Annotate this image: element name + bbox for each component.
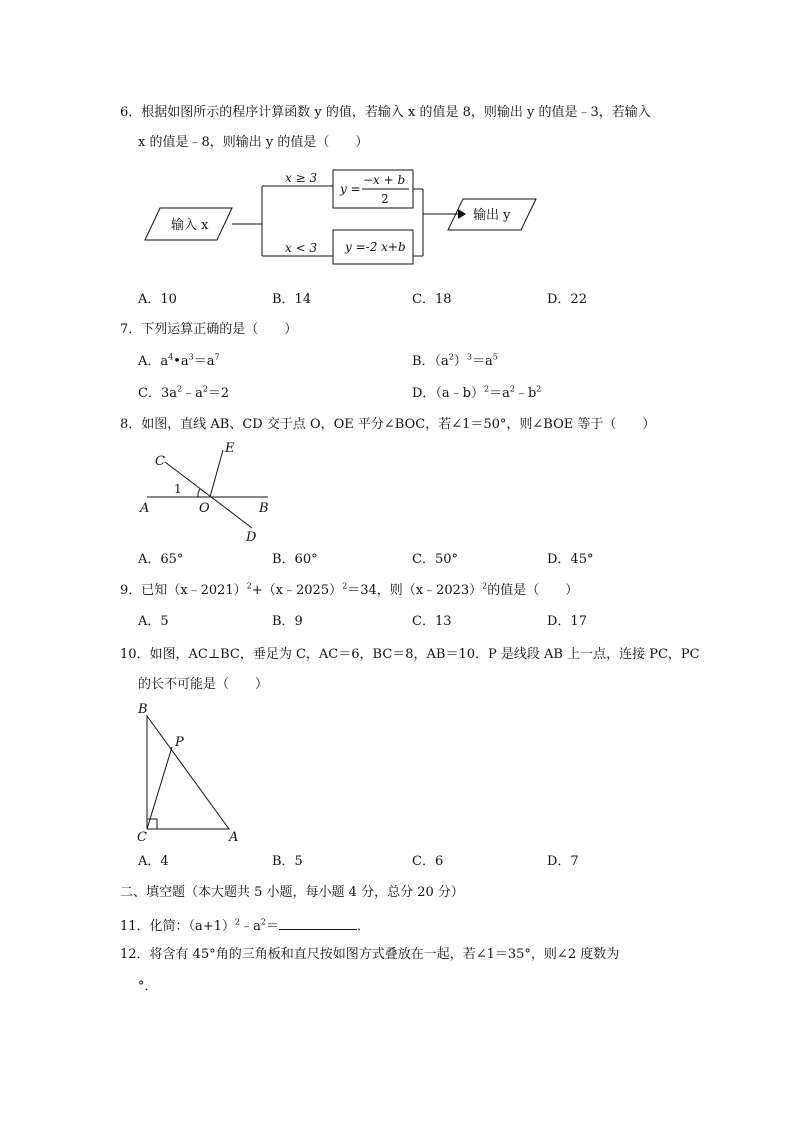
formula-top-numerator: −x + b (363, 173, 406, 187)
q7-stem: 7．下列运算正确的是（ ） (120, 322, 298, 337)
q10-stem-line1: 10．如图，AC⊥BC，垂足为 C，AC＝6，BC＝8，AB＝10．P 是线段 AB 上一点，连接 PC，PC (120, 647, 700, 662)
q10-option-b: B．5 (272, 854, 303, 869)
q9-option-d: D．17 (547, 614, 587, 629)
q10-stem-line2: 的长不可能是（ ） (138, 677, 269, 692)
q8-option-c: C．50° (412, 552, 458, 567)
label-o: O (199, 501, 210, 516)
q8-option-d: D．45° (547, 552, 594, 567)
q6-option-d: D．22 (547, 292, 587, 307)
label-b: B (259, 501, 269, 516)
triangle-abc (147, 716, 229, 829)
q6-option-a: A．10 (138, 292, 177, 307)
formula-bottom: y =-2 x+b (345, 240, 406, 254)
q10-option-c: C．6 (412, 854, 444, 869)
q9-option-c: C．13 (412, 614, 452, 629)
q9-option-a: A．5 (138, 614, 169, 629)
label-p: P (175, 735, 184, 750)
label-c: C (137, 830, 147, 845)
segment-pc (147, 747, 172, 829)
q6-option-b: B．14 (272, 292, 312, 307)
section-heading: 二、填空题（本大题共 5 小题，每小题 4 分，总分 20 分） (120, 885, 464, 900)
q8-option-b: B．60° (272, 552, 318, 567)
output-label: 输出 y (473, 208, 511, 223)
q6-stem-line1: 6．根据如图所示的程序计算函数 y 的值，若输入 x 的值是 8，则输出 y 的值是﹣3，若输入 (120, 105, 651, 120)
q7-option-b: B．$(a^2)^3=a^5$ (412, 352, 498, 369)
q12-stem-line2: °． (138, 979, 158, 994)
cond-top-label: x ≥ 3 (285, 171, 318, 185)
q6-stem-line2: x 的值是﹣8，则输出 y 的值是（ ） (138, 135, 369, 150)
q6-option-c: C．18 (412, 292, 452, 307)
label-b: B (138, 702, 148, 717)
answer-blank[interactable] (279, 917, 357, 930)
q12-stem-line1: 12．将含有 45°角的三角板和直尺按如图方式叠放在一起，若∠1＝35°，则∠2 度数为 (120, 947, 620, 962)
q9-option-b: B．9 (272, 614, 303, 629)
q9-stem: 9．已知（x﹣2021）$^2$+（x﹣2025）$^2$＝34，则（x﹣2023）$^2$的值是（ ） (120, 581, 579, 598)
label-a: A (140, 501, 150, 516)
q10-option-a: A．4 (138, 854, 169, 869)
q7-option-d: D．$(a﹣b)^2=a^2﹣b^2$ (412, 384, 542, 401)
q8-option-a: A．65° (138, 552, 184, 567)
q8-stem: 8．如图，直线 AB、CD 交于点 O，OE 平分∠BOC，若∠1＝50°，则∠BOE 等于（ ） (120, 417, 656, 432)
q10-option-d: D．7 (547, 854, 579, 869)
q7-option-a: A．$a^4•a^3=a^7$ (138, 352, 220, 369)
cond-bottom-label: x < 3 (285, 241, 318, 255)
label-c: C (155, 454, 165, 469)
label-d: D (246, 530, 257, 545)
label-a: A (229, 830, 239, 845)
q7-option-c: C．$3a^2﹣a^2=2$ (138, 384, 230, 401)
formula-top-lhs: y = (340, 182, 361, 196)
input-label: 输入 x (171, 218, 209, 233)
q11-stem: 11．化简：$(a+1)^2﹣a^2=$ ． (120, 917, 370, 934)
formula-top-denominator: 2 (381, 192, 389, 206)
label-e: E (225, 441, 235, 456)
label-1: 1 (174, 482, 182, 496)
